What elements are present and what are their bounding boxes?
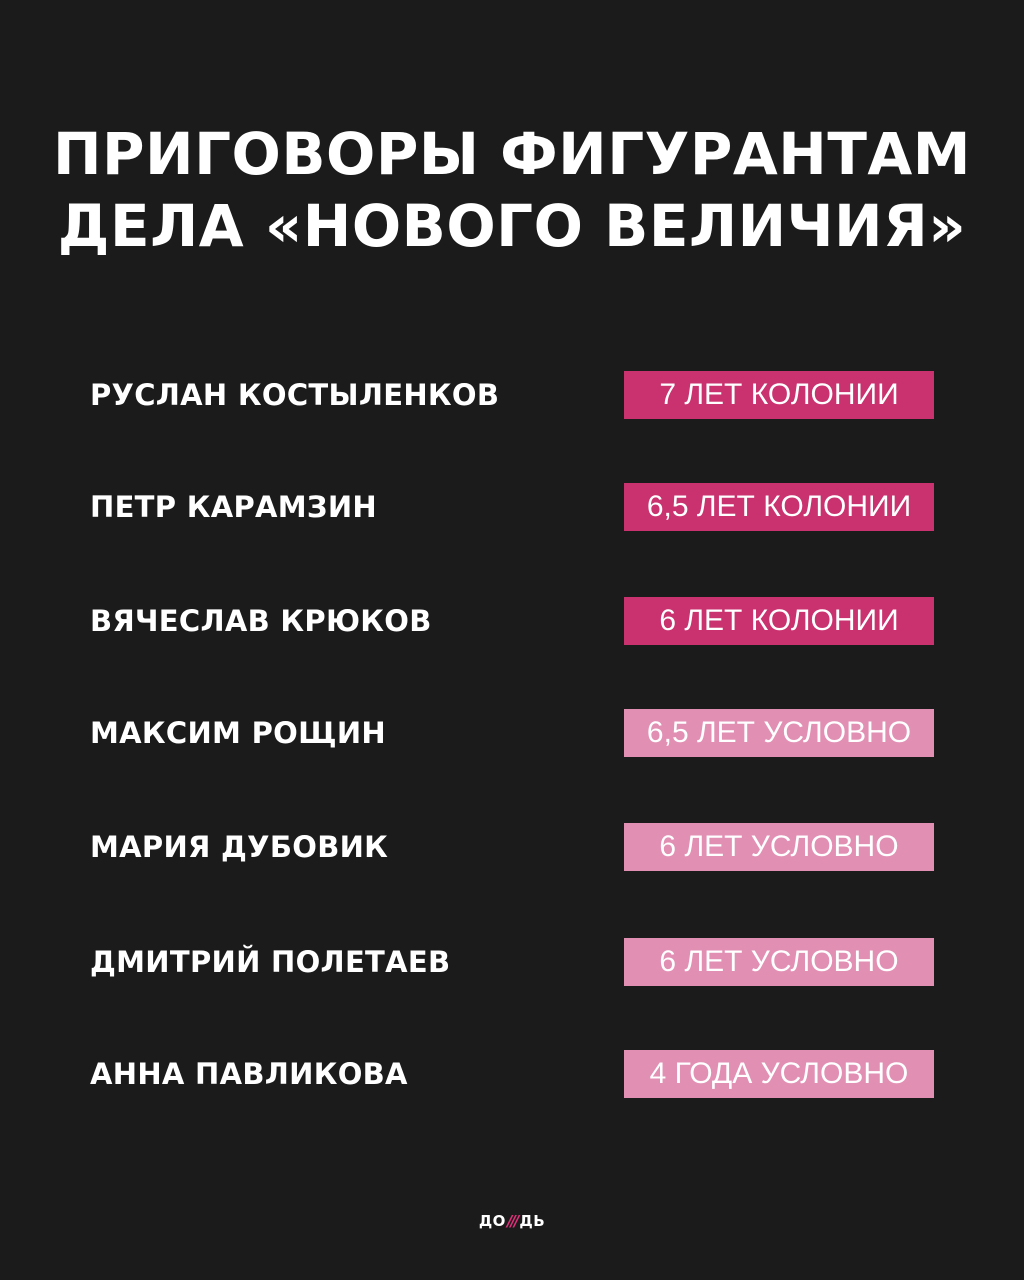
sentence-badge: 6 ЛЕТ УСЛОВНО [624, 938, 934, 986]
page-title-line-2: ДЕЛА «НОВОГО ВЕЛИЧИЯ» [57, 192, 967, 260]
sentence-badge: 6,5 ЛЕТ КОЛОНИИ [624, 483, 934, 531]
brand-logo-slashes: /// [506, 1212, 518, 1230]
defendant-name: АННА ПАВЛИКОВА [90, 1057, 408, 1091]
defendant-name: МАКСИМ РОЩИН [90, 716, 387, 750]
defendant-name: ДМИТРИЙ ПОЛЕТАЕВ [90, 945, 451, 979]
sentence-badge: 4 ГОДА УСЛОВНО [624, 1050, 934, 1098]
defendant-name: ВЯЧЕСЛАВ КРЮКОВ [90, 604, 432, 638]
defendant-name: РУСЛАН КОСТЫЛЕНКОВ [90, 378, 500, 412]
brand-logo [0, 1212, 1024, 1230]
page-title-line-1: ПРИГОВОРЫ ФИГУРАНТАМ [52, 120, 971, 188]
sentence-badge: 6 ЛЕТ КОЛОНИИ [624, 597, 934, 645]
list-item [0, 938, 1024, 986]
list-item [0, 597, 1024, 645]
list-item [0, 823, 1024, 871]
brand-logo-left: ДО [478, 1212, 506, 1230]
brand-logo-right: ДЬ [519, 1212, 546, 1230]
sentence-badge: 6 ЛЕТ УСЛОВНО [624, 823, 934, 871]
defendant-name: ПЕТР КАРАМЗИН [90, 490, 377, 524]
sentence-badge: 6,5 ЛЕТ УСЛОВНО [624, 709, 934, 757]
list-item [0, 483, 1024, 531]
list-item [0, 1050, 1024, 1098]
defendant-name: МАРИЯ ДУБОВИК [90, 830, 389, 864]
sentence-badge: 7 ЛЕТ КОЛОНИИ [624, 371, 934, 419]
list-item [0, 709, 1024, 757]
list-item [0, 371, 1024, 419]
